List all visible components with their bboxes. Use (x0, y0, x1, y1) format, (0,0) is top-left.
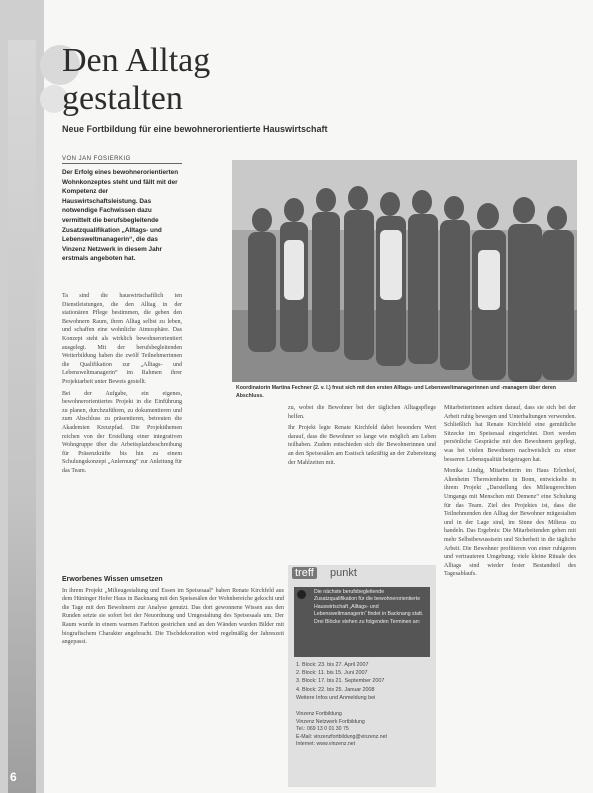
group-photo-illustration (232, 160, 577, 382)
side-margin-strip (0, 0, 44, 793)
text-column-1-lower (62, 572, 284, 650)
brand-word: punkt (330, 567, 357, 579)
group-photo (232, 160, 577, 382)
more-info-label: Weitere Infos und Anmeldung bei (296, 694, 376, 701)
contact-email: E-Mail: vinzenzfortbildung@vinzenz.net (296, 733, 387, 740)
byline: VON JAN FOSIERKIG (62, 156, 182, 164)
article-headline (62, 42, 210, 118)
brand-badge: treff (292, 567, 317, 579)
body-paragraph: Ihr Projekt legte Renate Kirchfeld dabei besonders Wert darauf, dass die Bewohner so lange wie möglich am Leben teilhaben. Zudem entschieden sich die Bewohnerinnen und an den Speisesälen am Esstisch tatkräftig an der Zubereitung der Mahlzeiten mit. (288, 425, 436, 466)
photo-caption: Koordinatorin Martina Fechner (2. v. l.) freut sich mit den ersten Alltags- und Lebensweltmanagerinnen und -managern über deren Abschluss. (236, 385, 556, 399)
date-item: 2. Block: 11. bis 15. Juni 2007 (296, 670, 368, 677)
body-paragraph: In ihrem Projekt „Milieugestaltung und Essen im Speisesaal“ haben Renate Kirchfeld aus dem Hüninger Hofer Haus in Backnang mit den Speisesälen der Wohnbereiche gekocht und die Tage mit den Bewohnern zur Analyse genutzt. Das dort gewonnene Wissen aus den Runden setzte sie sofort bei der Neuordnung und Umgestaltung des Speisesaals um. Der Raum wurde in einem warmen Farbton gestrichen und an den Wänden wurden Bilder mit biografischem Charakter angebracht. Die Tischdekoration wird regelmäßig der Jahreszeit angepasst. (62, 587, 284, 646)
text-column-3 (444, 404, 576, 582)
contact-name: Vinzenz Fortbildung (296, 711, 342, 717)
infobox-brand (288, 565, 436, 583)
date-item: 1. Block: 23. bis 27. April 2007 (296, 662, 369, 668)
contact-phone: Tel.: 069 13 0 01 30 75 (296, 726, 349, 733)
text-column-1 (62, 292, 182, 478)
contact-org: Vinzenz Netzwerk Fortbildung (296, 718, 365, 725)
date-item: 3. Block: 17. bis 21. September 2007 (296, 678, 385, 685)
side-gradient-bar (8, 40, 36, 793)
contact-web: Internet: www.vinzenz.net (296, 741, 356, 748)
body-paragraph: zu, wobei die Bewohner bei der täglichen Alltagspflege helfen. (288, 405, 436, 420)
lead-paragraph: Der Erfolg eines bewohnerorientierten Wohnkonzeptes steht und fällt mit der Kompetenz der Hauswirtschaftsleistung. Das notwendige Fachwissen dazu vermittelt die berufsbegleitende Zusatzqualifikation „Alltags- und Lebensweltmanagerin“, die das Vinzenz Netzwerk in diesem Jahr erstmals angeboten hat. (62, 169, 179, 263)
article-subheadline: Neue Fortbildung für eine bewohnerorientierte Hauswirtschaft (62, 124, 328, 134)
treffpunkt-infobox (288, 565, 436, 787)
page-number: 6 (10, 770, 17, 784)
date-item: 4. Block: 22. bis 25. Januar 2008 (296, 686, 375, 693)
infobox-contact (296, 711, 430, 749)
infobox-intro-text: Die nächste berufsbegleitende Zusatzqualifikation für die bewohnerorientierte Hauswirtschaft „Alltags- und Lebensweltmanagerin“ findet in Backnang statt. Drei Blöcke stehen zu folgenden Terminen an: (314, 589, 424, 625)
headline-line-2: gestalten (62, 80, 183, 117)
headline-line-1: Den Alltag (62, 42, 211, 79)
infobox-dates-list (296, 661, 430, 702)
body-paragraph: Ta sind die hauswirtschaftlich ten Dienstleistungen, die den Alltag in der stationären Pflege bestimmen, die geben den Bewohnern Raum, ihren Alltag selbst zu leben, und schaffen eine wohnliche Atmosphäre. Das Konzept steht als wirklich bewohnerorientiert ausgelegt. Mit der berufsbegleitenden Weiterbildung haben die zwölf Teilnehmerinnen die Qualifikation zur „Alltags- und Lebensweltmanagerin“ im Rahmen ihrer Projektarbeit unter Beweis gestellt. (62, 293, 182, 385)
infobox-intro-panel (294, 587, 430, 657)
text-column-2 (288, 404, 436, 470)
bullet-dot-icon (297, 590, 306, 599)
body-paragraph: Bei der Aufgabe, ein eigenes, bewohnerorientiertes Projekt in die Einführung zu planen, durchzuführen, zu dokumentieren und zum Abschluss zu präsentieren, betreuten die Akademien Kreuzpfad. Die Projektthemen reichen von der Erstellung einer integrativen Wohngruppe über die Arbeitsplatzbeschreibung für Präsenzkräfte bis hin zu einem Schulungskonzept „Anlernung“ zur Anleitung für das Team. (62, 390, 182, 474)
body-paragraph: Monika Lindig, Mitarbeiterin im Haus Erlenhof, Altenheim Theresienheim in Bonn, entwickelte in ihrem Projekt „Darstellung des Milieugerechten Umgangs mit Menschen mit Demenz“ eine Schulung für das Team. Ziel des Projektes ist, dass die Teilnehmenden den Alltag der Bewohner mitgestalten und in der Lage sind, im Sinne des Milieus zu handeln. Das Ergebnis: Die Mitarbeitenden gehen mit mehr Selbstbewusstsein und Sicherheit in die tägliche Arbeit. Die Bewohner profitieren von einer ruhigeren und vertrauteren Umgebung; viele kleine Rituale des Alltags sind wieder fester Bestandteil des Tagesablaufs. (444, 468, 576, 578)
section-heading: Erworbenes Wissen umsetzen (62, 576, 163, 583)
body-paragraph: Mitarbeiterinnen achten darauf, dass sie sich bei der Arbeit ruhig bewegen und Unterhaltungen verwenden. Schließlich hat Renate Kirchfeld eine gemütliche Sitzecke im Speisesaal eingerichtet. Dort werden persönliche Gespräche mit den Bewohnern gepflegt, was bei vielen Bewohnern nachweislich zu einer besseren Lebensqualität beigetragen hat. (444, 405, 576, 463)
